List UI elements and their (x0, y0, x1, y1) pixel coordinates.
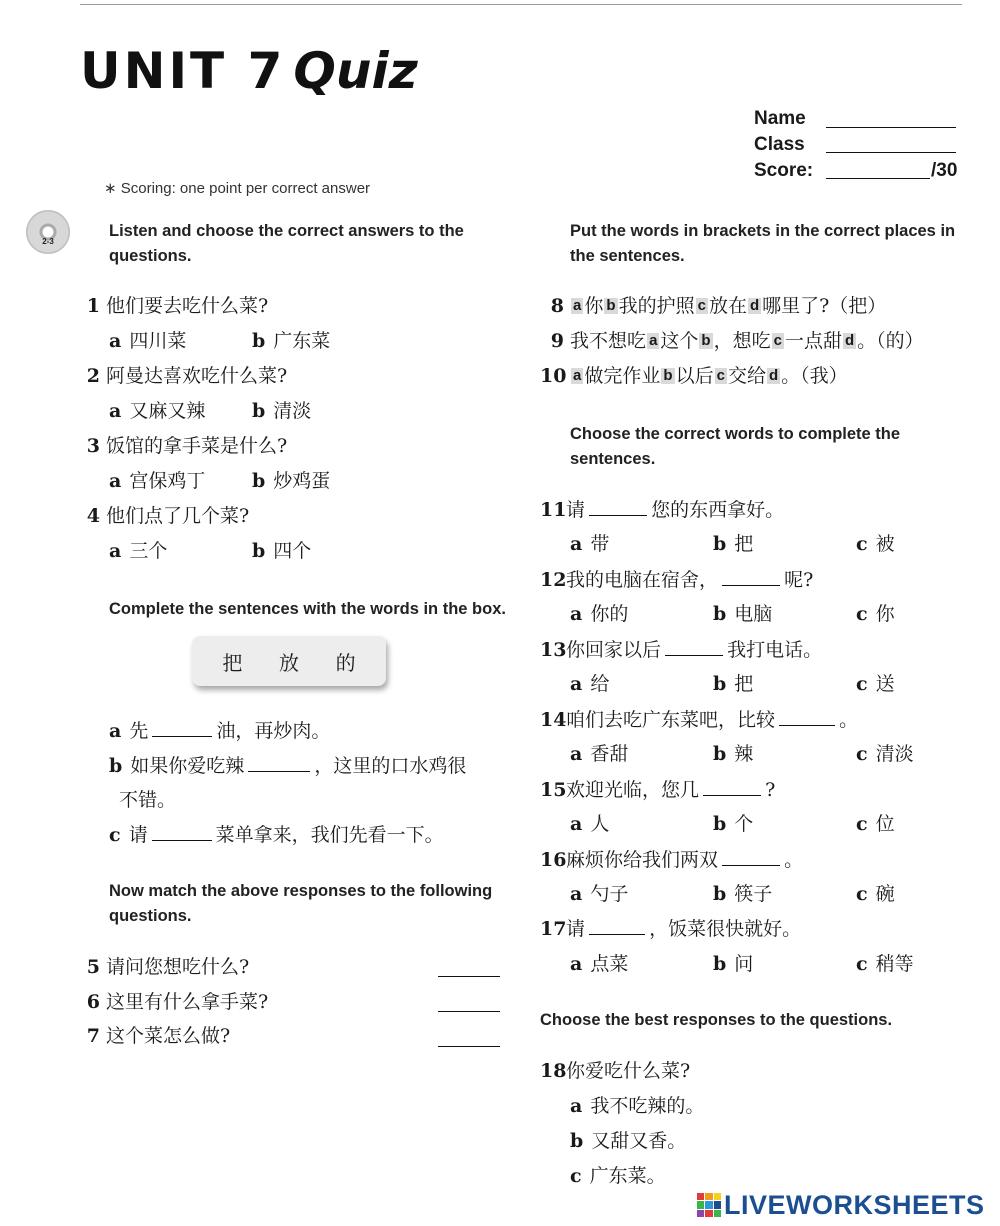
option-text: 人 (590, 813, 610, 835)
question-text: 。（我） (781, 365, 848, 387)
logo-grid-cell (705, 1210, 712, 1217)
position-marker[interactable]: d (844, 332, 855, 349)
position-marker[interactable]: a (649, 332, 658, 349)
word-box-item: 的 (335, 650, 356, 675)
option-text: 辣 (734, 743, 754, 765)
instruction-line: Put the words in brackets in the correct places in (570, 222, 956, 240)
logo-grid-cell (705, 1201, 712, 1208)
option-letter: b (252, 400, 266, 422)
position-marker[interactable]: a (573, 367, 582, 384)
sentence-c (109, 822, 444, 847)
word-box (192, 636, 386, 686)
question-9 (540, 329, 924, 353)
question-text: 请 (566, 499, 586, 521)
question-text: 请 (566, 918, 586, 940)
position-marker[interactable]: c (716, 367, 725, 384)
position-marker[interactable]: b (663, 367, 673, 384)
question-text: 这里有什么拿手菜? (106, 991, 269, 1013)
position-marker[interactable]: a (573, 297, 582, 314)
option-letter: c (856, 953, 868, 975)
question-text: 我打电话。 (727, 639, 823, 661)
option-letter: a (109, 540, 122, 562)
sentence-text: 请 (128, 824, 148, 846)
question-text: 咱们去吃广东菜吧，比较 (566, 709, 776, 731)
option-text: 给 (590, 673, 610, 695)
option-text: 你的 (590, 603, 629, 625)
sentence-b (109, 753, 466, 778)
question-7 (80, 1024, 230, 1048)
question-number: 10 (540, 365, 567, 387)
option-letter: a (570, 533, 583, 555)
question-text: 麻烦你给我们两双 (566, 849, 719, 871)
answer-blank[interactable] (152, 822, 212, 841)
option-11a[interactable] (570, 532, 609, 556)
question-number: 9 (550, 330, 564, 352)
option-18c[interactable] (570, 1164, 666, 1188)
question-number: 4 (86, 505, 100, 527)
question-text: 哪里了?（把） (762, 295, 887, 317)
option-text: 送 (875, 673, 895, 695)
section5-instruction (570, 422, 900, 472)
question-12 (540, 567, 813, 592)
question-1 (80, 294, 268, 318)
question-15 (540, 777, 775, 802)
option-1b[interactable] (252, 329, 330, 353)
question-text: 我的护照 (618, 295, 695, 317)
question-4 (80, 504, 249, 528)
logo-grid-icon (697, 1193, 721, 1217)
option-letter: b (713, 533, 727, 555)
answer-blank-6[interactable] (438, 1011, 500, 1012)
position-marker[interactable]: b (701, 332, 711, 349)
option-12b[interactable] (713, 602, 772, 626)
answer-blank[interactable] (665, 637, 723, 656)
sentence-letter: b (109, 755, 123, 777)
word-box-item: 放 (278, 650, 299, 675)
position-marker[interactable]: c (697, 297, 706, 314)
option-text: 清淡 (875, 743, 914, 765)
answer-blank[interactable] (589, 916, 645, 935)
question-number: 16 (540, 849, 567, 871)
question-text: 。 (784, 849, 804, 871)
option-14a[interactable] (570, 742, 628, 766)
option-letter: c (856, 533, 868, 555)
question-number: 7 (86, 1025, 100, 1047)
question-number: 6 (86, 991, 100, 1013)
question-number: 13 (540, 639, 567, 661)
option-11c[interactable] (856, 532, 895, 556)
question-text: 。 (839, 709, 859, 731)
option-letter: a (109, 330, 122, 352)
option-18b[interactable] (570, 1129, 686, 1153)
instruction-line: the sentences. (570, 247, 685, 265)
logo-grid-cell (714, 1201, 721, 1208)
option-letter: c (856, 673, 868, 695)
section1-instruction (109, 219, 464, 269)
position-marker[interactable]: c (773, 332, 782, 349)
option-3a[interactable] (109, 469, 205, 493)
instruction-line: Listen and choose the correct answers to the (109, 222, 464, 240)
question-10 (540, 364, 848, 388)
score-label: Score: (754, 160, 814, 181)
option-text: 带 (590, 533, 610, 555)
question-16 (540, 847, 803, 872)
option-text: 稍等 (875, 953, 914, 975)
question-text: 这个菜怎么做? (106, 1025, 231, 1047)
option-letter: b (252, 540, 266, 562)
scoring-note: ∗ Scoring: one point per correct answer (104, 180, 371, 197)
option-letter: a (570, 883, 583, 905)
question-text: 他们点了几个菜? (106, 505, 250, 527)
question-number: 18 (540, 1060, 567, 1082)
question-number: 5 (86, 956, 100, 978)
answer-blank[interactable] (703, 777, 761, 796)
question-text: ，饭菜很快就好。 (649, 918, 802, 940)
instruction-line: Choose the correct words to complete the (570, 425, 901, 443)
question-text: 交给 (727, 365, 766, 387)
section2-instruction: Complete the sentences with the words in the box. (109, 600, 506, 618)
option-2b[interactable] (252, 399, 311, 423)
question-number: 14 (540, 709, 567, 731)
option-letter: b (713, 673, 727, 695)
answer-blank-5[interactable] (438, 976, 500, 977)
option-letter: c (856, 603, 868, 625)
question-18 (540, 1059, 690, 1083)
question-text: 他们要去吃什么菜? (106, 295, 269, 317)
question-text: 做完作业 (584, 365, 661, 387)
question-5 (80, 955, 249, 979)
option-15b[interactable] (713, 812, 753, 836)
option-text: 又甜又香。 (591, 1130, 687, 1152)
option-13c[interactable] (856, 672, 895, 696)
option-text: 四个 (273, 540, 312, 562)
question-text: ，想吃 (713, 330, 771, 352)
answer-blank[interactable] (779, 707, 835, 726)
option-4b[interactable] (252, 539, 311, 563)
sentence-b-continued: 不错。 (119, 789, 177, 811)
question-17 (540, 916, 801, 941)
sentence-letter: c (109, 824, 121, 846)
option-text: 四川菜 (129, 330, 187, 352)
option-text: 问 (734, 953, 754, 975)
page-title (80, 36, 418, 106)
cd-track-label: 2-3 (42, 237, 54, 246)
option-text: 广东菜。 (589, 1165, 666, 1187)
option-text: 点菜 (590, 953, 629, 975)
option-16a[interactable] (570, 882, 628, 906)
option-letter: b (713, 883, 727, 905)
option-text: 我不吃辣的。 (590, 1095, 705, 1117)
option-letter: c (570, 1165, 582, 1187)
option-letter: a (570, 743, 583, 765)
option-1a[interactable] (109, 329, 186, 353)
liveworksheets-logo[interactable] (697, 1188, 985, 1222)
section3-instruction (109, 879, 492, 929)
option-15c[interactable] (856, 812, 895, 836)
title-quiz: Quiz (293, 42, 418, 100)
logo-grid-cell (697, 1201, 704, 1208)
question-text: 请问您想吃什么? (106, 956, 250, 978)
logo-grid-cell (697, 1193, 704, 1200)
option-text: 把 (734, 533, 754, 555)
question-number: 1 (86, 295, 100, 317)
word-box-item: 把 (222, 650, 243, 675)
name-label: Name (754, 108, 806, 129)
option-17c[interactable] (856, 952, 914, 976)
option-text: 位 (875, 813, 895, 835)
option-letter: a (109, 470, 122, 492)
sentence-letter: a (109, 720, 122, 742)
sentence-text: 先 (129, 720, 149, 742)
answer-blank[interactable] (248, 753, 310, 772)
question-text: 我的电脑在宿舍， (566, 569, 719, 591)
audio-cd-icon[interactable] (26, 210, 70, 254)
question-text: 。（的） (857, 330, 924, 352)
score-field[interactable] (826, 178, 930, 179)
option-13b[interactable] (713, 672, 753, 696)
question-text: 这个 (660, 330, 699, 352)
option-letter: b (713, 603, 727, 625)
question-number: 17 (540, 918, 567, 940)
option-text: 把 (734, 673, 754, 695)
option-letter: b (252, 470, 266, 492)
logo-grid-cell (714, 1210, 721, 1217)
logo-text: LIVEWORKSHEETS (724, 1189, 985, 1220)
question-number: 15 (540, 779, 567, 801)
answer-blank[interactable] (152, 718, 212, 737)
sentence-a (109, 718, 330, 743)
question-2 (80, 364, 287, 388)
question-13 (540, 637, 822, 662)
score-total: /30 (931, 160, 958, 181)
option-17b[interactable] (713, 952, 753, 976)
option-letter: b (713, 953, 727, 975)
option-14b[interactable] (713, 742, 753, 766)
option-16c[interactable] (856, 882, 895, 906)
option-text: 宫保鸡丁 (129, 470, 206, 492)
question-text: 我不想吃 (570, 330, 647, 352)
option-letter: b (713, 743, 727, 765)
position-marker[interactable]: b (606, 297, 616, 314)
question-text: ? (765, 779, 776, 801)
question-text: 饭馆的拿手菜是什么? (106, 435, 288, 457)
option-2a[interactable] (109, 399, 205, 423)
instruction-line: sentences. (570, 450, 656, 468)
question-text: 欢迎光临，您几 (566, 779, 700, 801)
instruction-line: questions. (109, 907, 192, 925)
question-text: 呢? (784, 569, 814, 591)
question-number: 11 (540, 499, 567, 521)
option-text: 电脑 (734, 603, 773, 625)
option-text: 炒鸡蛋 (273, 470, 331, 492)
answer-blank[interactable] (722, 567, 780, 586)
position-marker[interactable]: d (768, 367, 779, 384)
question-text: 一点甜 (784, 330, 842, 352)
top-rule (80, 4, 962, 5)
question-6 (80, 990, 268, 1014)
question-number: 12 (540, 569, 567, 591)
option-text: 勺子 (590, 883, 629, 905)
section6-instruction: Choose the best responses to the questions. (540, 1011, 893, 1029)
question-14 (540, 707, 858, 732)
question-text: 你爱吃什么菜? (566, 1060, 691, 1082)
option-letter: a (570, 673, 583, 695)
question-number: 2 (86, 365, 100, 387)
option-18a[interactable] (570, 1094, 704, 1118)
question-text: 你回家以后 (566, 639, 662, 661)
option-letter: c (856, 883, 868, 905)
option-15a[interactable] (570, 812, 609, 836)
option-16b[interactable] (713, 882, 772, 906)
question-text: 以后 (675, 365, 714, 387)
option-letter: a (570, 953, 583, 975)
option-13a[interactable] (570, 672, 609, 696)
sentence-text: ，这里的口水鸡很 (314, 755, 467, 777)
option-12a[interactable] (570, 602, 628, 626)
option-14c[interactable] (856, 742, 914, 766)
question-11 (540, 497, 784, 522)
name-field[interactable] (826, 127, 956, 128)
question-8 (540, 294, 886, 318)
option-letter: b (252, 330, 266, 352)
instruction-line: questions. (109, 247, 192, 265)
sentence-text: 油，再炒肉。 (216, 720, 331, 742)
option-text: 碗 (875, 883, 895, 905)
option-text: 广东菜 (273, 330, 331, 352)
question-text: 您的东西拿好。 (651, 499, 785, 521)
answer-blank-7[interactable] (438, 1046, 500, 1047)
question-number: 3 (86, 435, 100, 457)
option-letter: b (570, 1130, 584, 1152)
option-12c[interactable] (856, 602, 895, 626)
answer-blank[interactable] (722, 847, 780, 866)
option-text: 香甜 (590, 743, 629, 765)
option-text: 你 (875, 603, 895, 625)
option-4a[interactable] (109, 539, 167, 563)
option-17a[interactable] (570, 952, 628, 976)
sentence-text: 如果你爱吃辣 (130, 755, 245, 777)
question-number: 8 (550, 295, 564, 317)
option-text: 又麻又辣 (129, 400, 206, 422)
option-letter: a (570, 813, 583, 835)
title-unit: UNIT 7 (80, 42, 286, 100)
option-text: 筷子 (734, 883, 773, 905)
option-text: 个 (734, 813, 754, 835)
instruction-line: Now match the above responses to the following (109, 882, 493, 900)
class-label: Class (754, 134, 805, 155)
question-text: 阿曼达喜欢吃什么菜? (106, 365, 288, 387)
logo-grid-cell (714, 1193, 721, 1200)
class-field[interactable] (826, 152, 956, 153)
option-3b[interactable] (252, 469, 330, 493)
logo-grid-cell (705, 1193, 712, 1200)
option-letter: b (713, 813, 727, 835)
option-text: 三个 (129, 540, 168, 562)
option-letter: a (109, 400, 122, 422)
option-letter: a (570, 603, 583, 625)
sentence-text: 菜单拿来，我们先看一下。 (215, 824, 444, 846)
question-text: 你 (584, 295, 604, 317)
question-3 (80, 434, 287, 458)
answer-blank[interactable] (589, 497, 647, 516)
position-marker[interactable]: d (749, 297, 760, 314)
question-text: 放在 (708, 295, 747, 317)
option-text: 清淡 (273, 400, 312, 422)
option-letter: a (570, 1095, 583, 1117)
option-text: 被 (875, 533, 895, 555)
option-letter: c (856, 813, 868, 835)
option-letter: c (856, 743, 868, 765)
section4-instruction (570, 219, 955, 269)
logo-grid-cell (697, 1210, 704, 1217)
option-11b[interactable] (713, 532, 753, 556)
